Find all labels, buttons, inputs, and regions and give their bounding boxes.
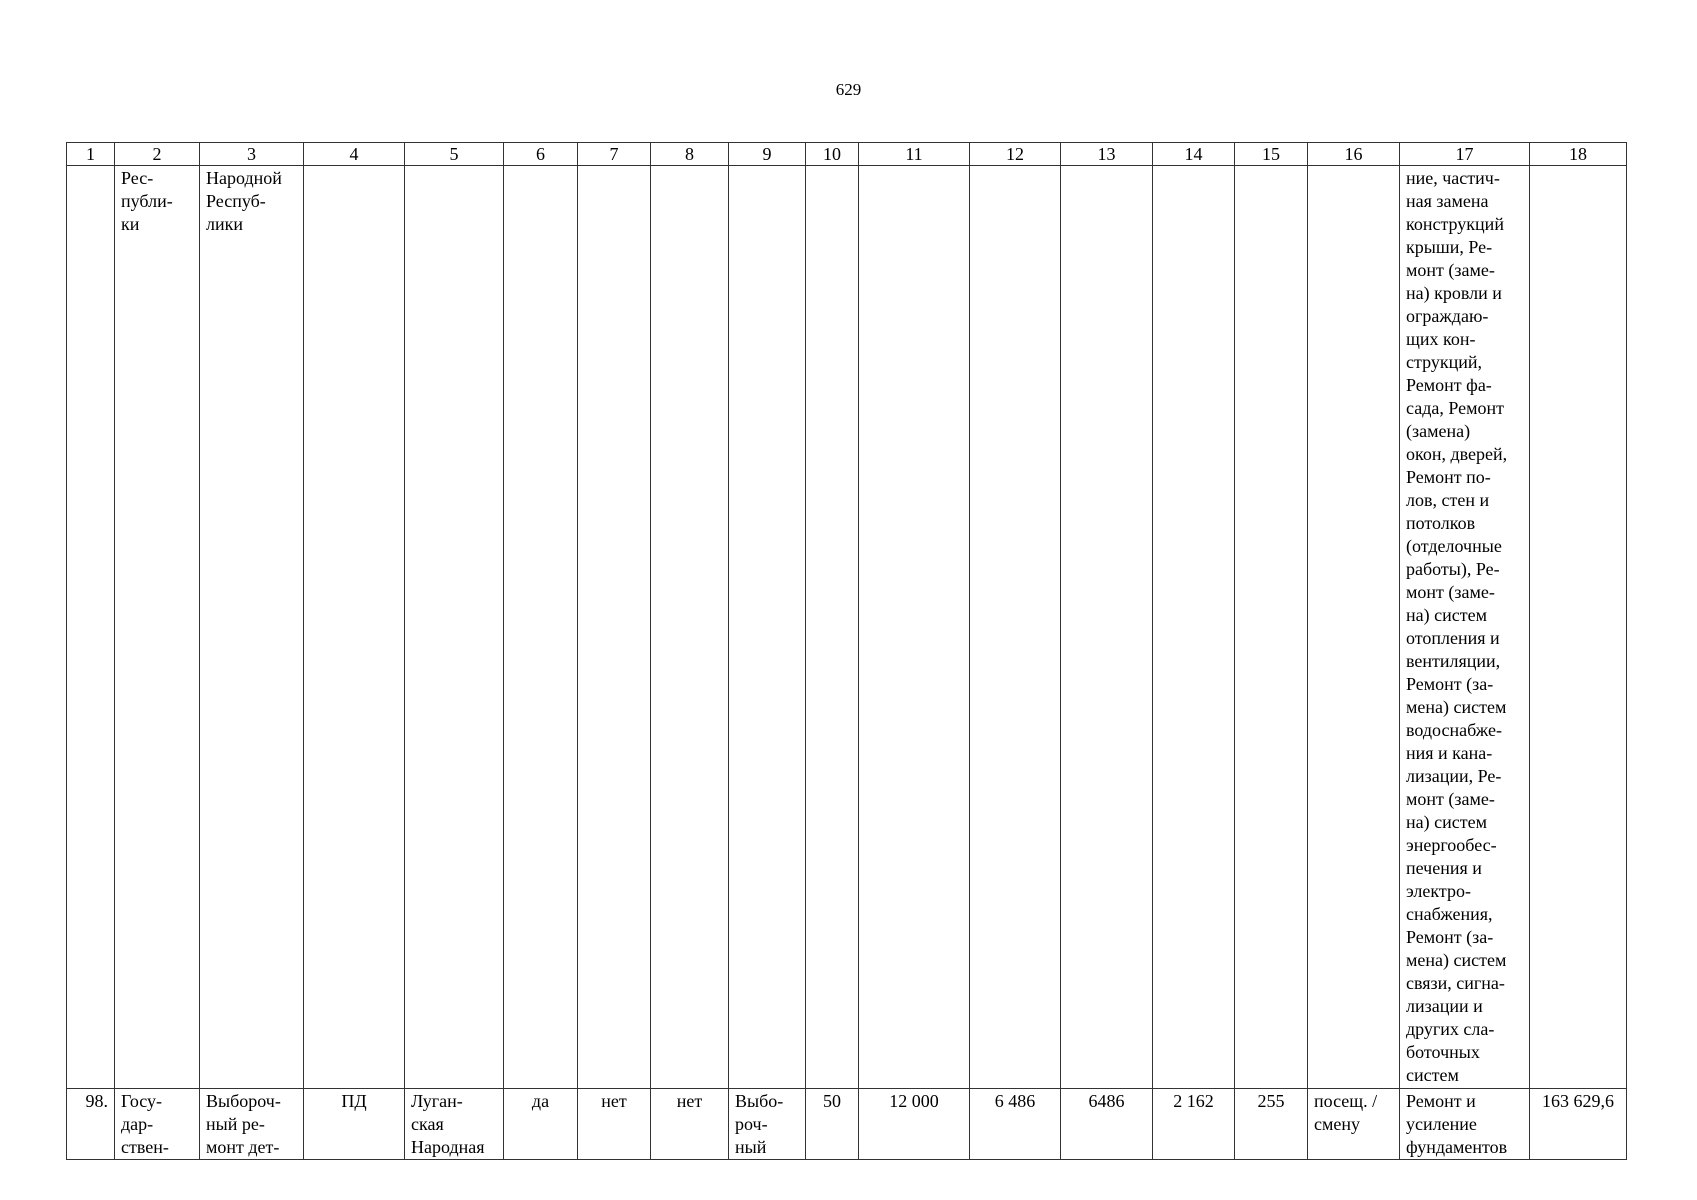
table-cell: да bbox=[504, 1089, 578, 1160]
table-cell: ПД bbox=[304, 1089, 405, 1160]
table-cell: 255 bbox=[1235, 1089, 1308, 1160]
table-cell bbox=[1308, 166, 1400, 1089]
table-cell bbox=[651, 166, 729, 1089]
table-cell: 12 000 bbox=[859, 1089, 970, 1160]
table-cell: нет bbox=[578, 1089, 651, 1160]
column-header: 14 bbox=[1153, 143, 1235, 166]
table-cell: нет bbox=[651, 1089, 729, 1160]
table-cell: 6486 bbox=[1061, 1089, 1153, 1160]
column-header: 4 bbox=[304, 143, 405, 166]
table-row-98 bbox=[67, 1089, 1627, 1160]
column-header: 9 bbox=[729, 143, 806, 166]
table-cell: Госу- дар- ствен- bbox=[115, 1089, 200, 1160]
column-header: 16 bbox=[1308, 143, 1400, 166]
column-header: 18 bbox=[1530, 143, 1627, 166]
column-header: 11 bbox=[859, 143, 970, 166]
table-cell bbox=[67, 166, 115, 1089]
row-number-cell: 98. bbox=[67, 1089, 115, 1160]
table-cell bbox=[1153, 166, 1235, 1089]
table-cell bbox=[504, 166, 578, 1089]
table-cell: Ремонт и усиление фундаментов bbox=[1400, 1089, 1530, 1160]
column-header: 17 bbox=[1400, 143, 1530, 166]
column-header: 2 bbox=[115, 143, 200, 166]
column-number-header-row bbox=[67, 143, 1627, 166]
column-header: 5 bbox=[405, 143, 504, 166]
table-cell: Выбороч- ный ре- монт дет- bbox=[200, 1089, 304, 1160]
column-header: 8 bbox=[651, 143, 729, 166]
column-header: 15 bbox=[1235, 143, 1308, 166]
table-cell bbox=[304, 166, 405, 1089]
page-number: 629 bbox=[835, 80, 862, 99]
column-header: 10 bbox=[806, 143, 859, 166]
table-cell bbox=[578, 166, 651, 1089]
table-cell: Луган- ская Народная bbox=[405, 1089, 504, 1160]
column-header: 7 bbox=[578, 143, 651, 166]
table-cell bbox=[859, 166, 970, 1089]
table-cell: Выбо- роч- ный bbox=[729, 1089, 806, 1160]
table-cell: Рес- публи- ки bbox=[115, 166, 200, 1089]
table-cell: ние, частич- ная замена конструкций крыши, Ре- монт (заме- на) кровли и ограждаю- щих кон- струкций, Ремонт фа- сада, Ремонт (замена) окон, дверей, Ремонт по- лов, стен и потолков (отделочные работы), Ре- монт (заме- на) систем отопления и вентиляции, Ремонт (за- мена) систем водоснабже- ния и кана- лизации, Ре- монт (заме- на) систем энергообес- печения и электро- снабжения, Ремонт (за- мена) систем связи, сигна- лизации и других сла- боточных систем bbox=[1400, 166, 1530, 1089]
table-cell bbox=[806, 166, 859, 1089]
table-row-continued bbox=[67, 166, 1627, 1089]
column-header: 13 bbox=[1061, 143, 1153, 166]
table-cell: посещ. / смену bbox=[1308, 1089, 1400, 1160]
column-header: 12 bbox=[970, 143, 1061, 166]
table-cell bbox=[1235, 166, 1308, 1089]
table-cell: 6 486 bbox=[970, 1089, 1061, 1160]
table-cell bbox=[970, 166, 1061, 1089]
column-header: 6 bbox=[504, 143, 578, 166]
table-cell bbox=[1061, 166, 1153, 1089]
table-cell: 2 162 bbox=[1153, 1089, 1235, 1160]
table-cell: Народной Респуб- лики bbox=[200, 166, 304, 1089]
column-header: 3 bbox=[200, 143, 304, 166]
table-cell bbox=[405, 166, 504, 1089]
table-cell: 163 629,6 bbox=[1530, 1089, 1627, 1160]
data-table bbox=[66, 142, 1627, 1160]
column-header: 1 bbox=[67, 143, 115, 166]
table-cell: 50 bbox=[806, 1089, 859, 1160]
table-cell bbox=[1530, 166, 1627, 1089]
table-cell bbox=[729, 166, 806, 1089]
